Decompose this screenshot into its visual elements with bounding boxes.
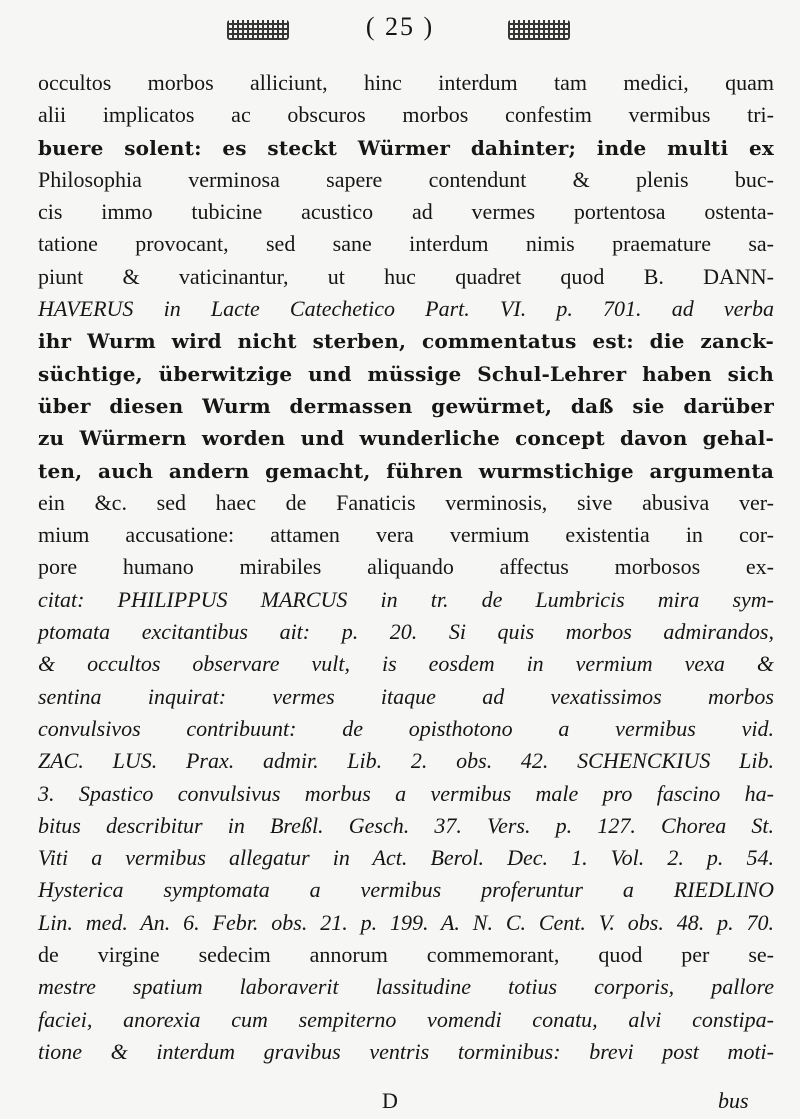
text-line: ten, auch andern gemacht, führen wurmstichige argumenta (38, 458, 774, 483)
text-line: citat: PHILIPPUS MARCUS in tr. de Lumbricis mira sym- (38, 586, 774, 612)
text-line: piunt & vaticinantur, ut huc quadret quod B. DANN- (38, 263, 774, 289)
text-line: & occultos observare vult, is eosdem in vermium vexa & (38, 651, 774, 677)
text-line: Hysterica symptomata a vermibus proferuntur a RIEDLINO (38, 877, 774, 903)
text-line: cis immo tubicine acustico ad vermes portentosa ostenta- (38, 199, 774, 225)
text-line: 3. Spastico convulsivus morbus a vermibus male pro fascino ha- (38, 780, 774, 806)
catchword: bus (718, 1088, 749, 1113)
page-footer (0, 1088, 800, 1118)
text-line: ptomata excitantibus ait: p. 20. Si quis morbos admirandos, (38, 619, 774, 645)
text-line: HAVERUS in Lacte Catechetico Part. VI. p. 701. ad verba (38, 296, 774, 322)
text-line: alii implicatos ac obscuros morbos confestim vermibus tri- (38, 102, 774, 128)
signature-mark: D (382, 1088, 398, 1113)
text-line: zu Würmern worden und wunderliche concept davon gehal- (38, 426, 774, 451)
text-line: über diesen Wurm dermassen gewürmet, daß sie darüber (38, 393, 774, 418)
text-line: süchtige, überwitzige und müssige Schul-Lehrer haben sich (38, 361, 774, 386)
text-line: Philosophia verminosa sapere contendunt & plenis buc- (38, 166, 774, 192)
page-header (0, 10, 800, 50)
text-line: ihr Wurm wird nicht sterben, commentatus est: die zanck- (38, 329, 774, 354)
text-line: faciei, anorexia cum sempiterno vomendi conatu, alvi constipa- (38, 1006, 774, 1032)
text-line: occultos morbos alliciunt, hinc interdum tam medici, quam (38, 70, 774, 95)
text-line: de virgine sedecim annorum commemorant, quod per se- (38, 942, 774, 968)
text-line: tatione provocant, sed sane interdum nimis praemature sa- (38, 231, 774, 257)
text-line: ZAC. LUS. Prax. admir. Lib. 2. obs. 42. SCHENCKIUS Lib. (38, 748, 774, 774)
page-number: ( 25 ) (365, 12, 435, 41)
text-line: convulsivos contribuunt: de opisthotono a vermibus vid. (38, 715, 774, 741)
text-line: Viti a vermibus allegatur in Act. Berol. Dec. 1. Vol. 2. p. 54. (38, 845, 774, 871)
right-ornament-icon (508, 20, 570, 40)
text-line: bitus describitur in Breßl. Gesch. 37. Vers. p. 127. Chorea St. (38, 812, 774, 838)
text-line: Lin. med. An. 6. Febr. obs. 21. p. 199. A. N. C. Cent. V. obs. 48. p. 70. (38, 909, 774, 935)
text-line: pore humano mirabiles aliquando affectus morbosos ex- (38, 554, 774, 580)
text-line: buere solent: es steckt Würmer dahinter; inde multi ex (38, 135, 774, 160)
body-text (38, 67, 774, 1068)
text-line: tione & interdum gravibus ventris torminibus: brevi post moti- (38, 1038, 774, 1064)
text-line: ein &c. sed haec de Fanaticis verminosis, sive abusiva ver- (38, 489, 774, 515)
text-line: sentina inquirat: vermes itaque ad vexatissimos morbos (38, 683, 774, 709)
text-line: mestre spatium laboraverit lassitudine totius corporis, pallore (38, 974, 774, 1000)
text-line: mium accusatione: attamen vera vermium existentia in cor- (38, 522, 774, 548)
